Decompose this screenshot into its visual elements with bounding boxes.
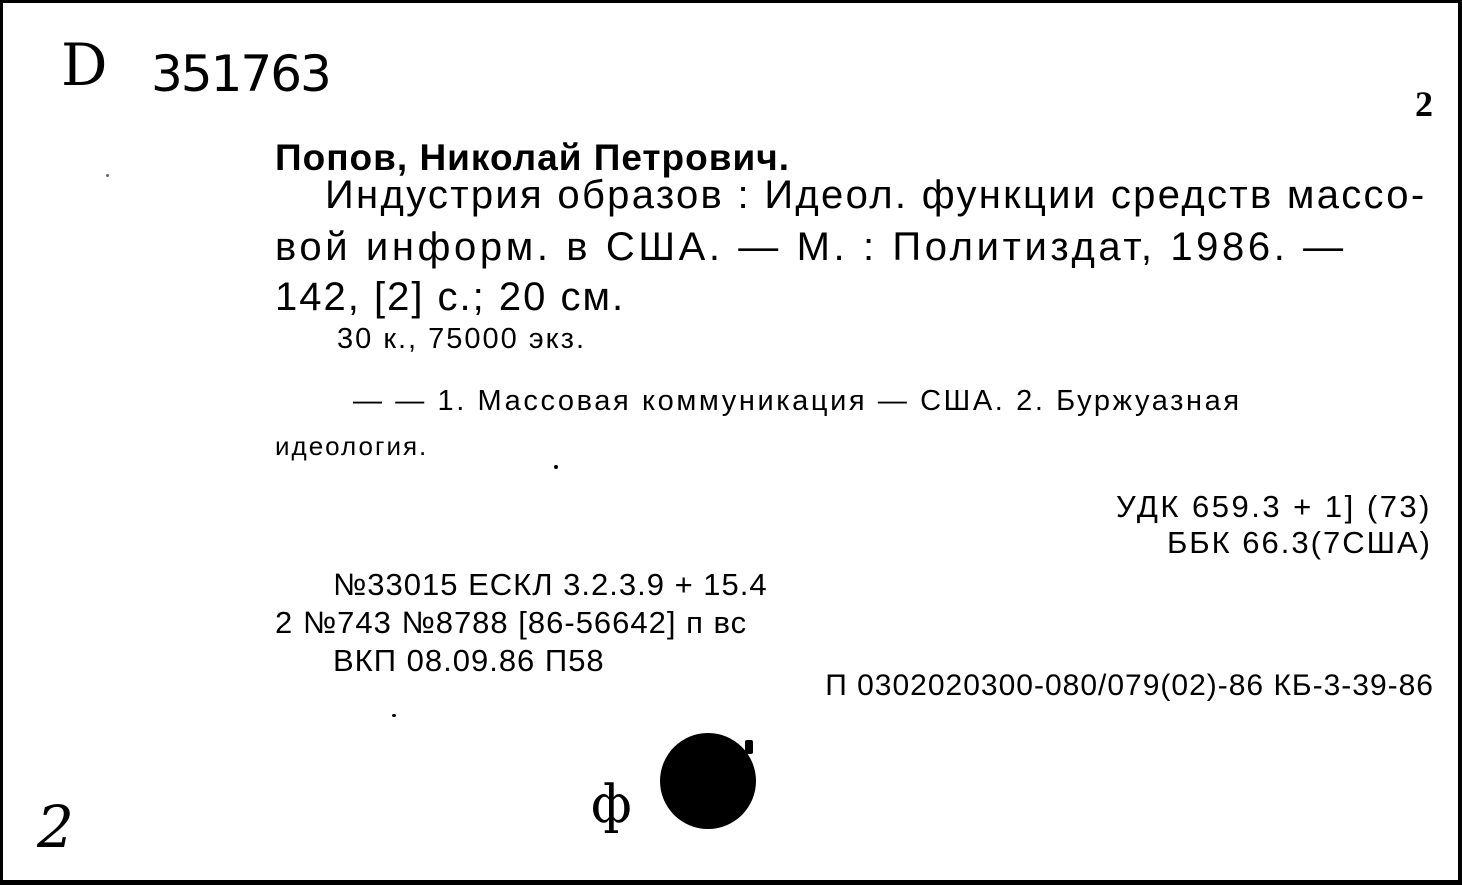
handwritten-mark: D — [61, 31, 108, 99]
speck-2 — [392, 714, 396, 717]
punched-hole — [660, 733, 756, 829]
speck-3 — [106, 174, 109, 177]
subjects-line-2: идеология. — [275, 431, 429, 461]
title-line-3: 142, [2] с.; 20 см. — [275, 275, 626, 319]
bbk-code: ББК 66.3(7США) — [1166, 525, 1432, 560]
udk-code: УДК 659.3 + 1] (73) — [1116, 489, 1432, 524]
price-run: 30 к., 75000 экз. — [337, 323, 587, 355]
subjects-line-1: — — 1. Массовая коммуникация — США. 2. Буржуазная — [353, 385, 1242, 417]
speck-1 — [554, 465, 558, 469]
handwritten-bottom-left: 2 — [37, 793, 74, 861]
title-line-1: Индустрия образов : Идеол. функции средств массо- — [325, 173, 1427, 217]
corner-number: 2 — [1415, 84, 1433, 124]
service-line-2: 2 №743 №8788 [86-56642] п вс — [275, 605, 748, 640]
inventory-number: 351763 — [151, 45, 330, 103]
service-line-3: ВКП 08.09.86 П58 — [333, 643, 605, 678]
publication-code: П 0302020300-080/079(02)-86 КБ-3-39-86 — [825, 669, 1434, 702]
title-line-2: вой информ. в США. — М. : Политиздат, 1986. — — [275, 225, 1347, 269]
service-line-1: №33015 ЕСКЛ 3.2.3.9 + 15.4 — [333, 567, 768, 602]
handwritten-bottom-mid: ф — [591, 775, 632, 835]
author-heading: Попов, Николай Петрович. — [275, 137, 790, 178]
hole-tick — [745, 740, 753, 754]
